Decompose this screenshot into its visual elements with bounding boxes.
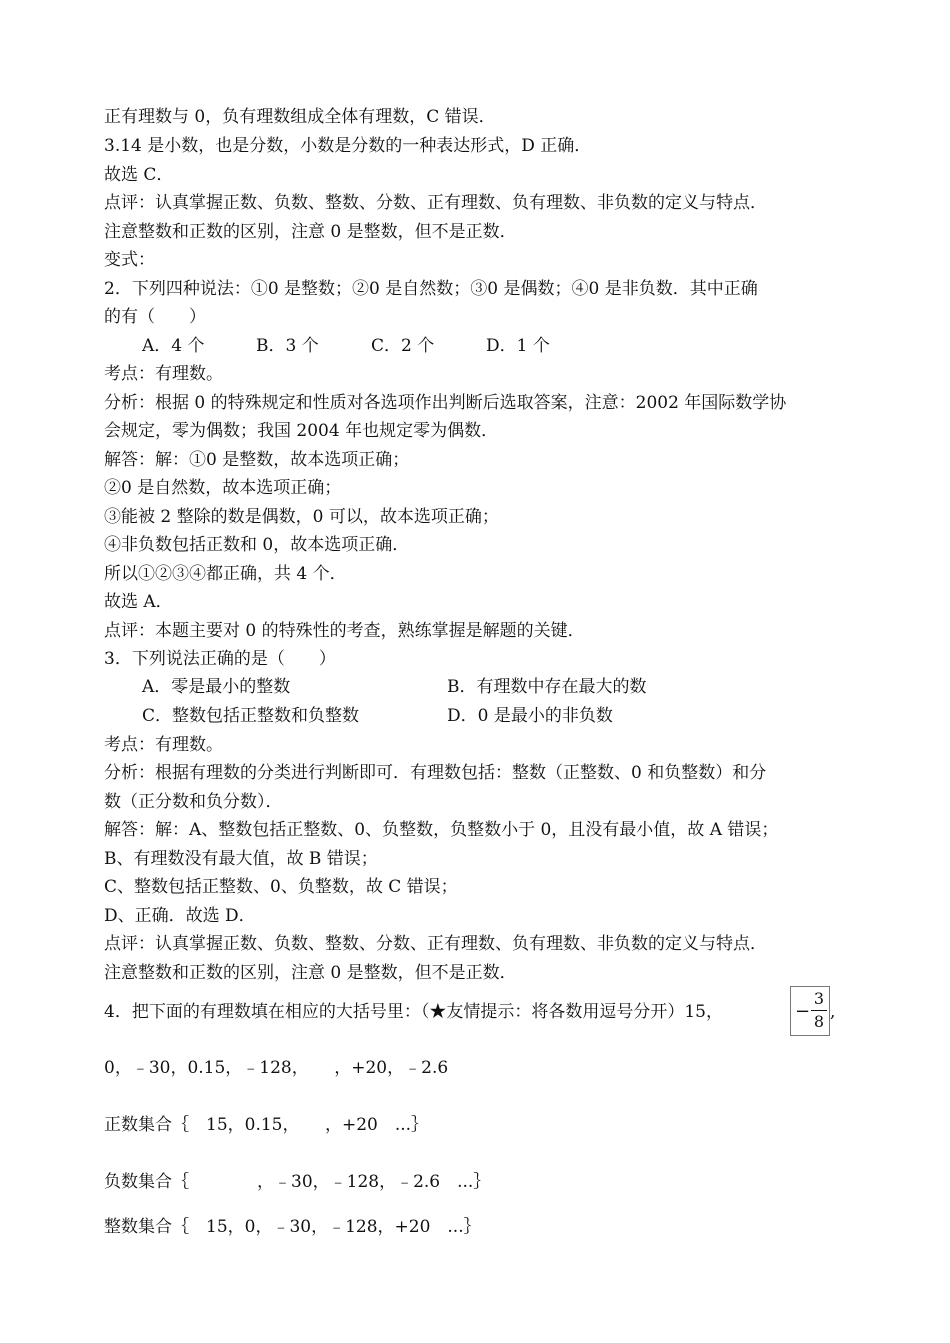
text-line: 注意整数和正数的区别，注意 0 是整数，但不是正数． xyxy=(104,963,517,983)
number-list: 0，﹣30，0.15，﹣128， ，+20，﹣2.6 xyxy=(104,1058,449,1078)
text-line: 分析：根据 0 的特殊规定和性质对各选项作出判断后选取答案，注意：2002 年国际数学协 xyxy=(104,393,787,413)
text-line: 故选 A． xyxy=(104,592,173,612)
q3-option-b: B．有理数中存在最大的数 xyxy=(447,677,647,697)
section-label: 变式： xyxy=(104,250,155,270)
text-line: ④非负数包括正数和 0，故本选项正确． xyxy=(104,535,410,555)
text-line: 注意整数和正数的区别，注意 0 是整数，但不是正数． xyxy=(104,222,517,242)
q2-option-c: C．2 个 xyxy=(371,336,435,356)
text-line: 考点：有理数。 xyxy=(104,735,223,755)
question-4-stem: 4．把下面的有理数填在相应的大括号里：（★友情提示：将各数用逗号分开）15， xyxy=(104,1002,723,1022)
negative-set: 负数集合｛ ，﹣30，﹣128，﹣2.6 ...｝ xyxy=(104,1172,491,1192)
q2-option-b: B．3 个 xyxy=(256,336,319,356)
positive-set: 正数集合｛ 15，0.15， ，+20 ...｝ xyxy=(104,1115,429,1135)
integer-set: 整数集合｛ 15，0，﹣30，﹣128，+20 ...｝ xyxy=(104,1217,481,1237)
question-2-stem-cont: 的有（ ） xyxy=(104,307,206,327)
fraction-bar xyxy=(811,1010,827,1011)
q3-option-c: C．整数包括正整数和负整数 xyxy=(142,706,360,726)
text-line: 考点：有理数。 xyxy=(104,364,223,384)
text-line: 点评：本题主要对 0 的特殊性的考查，熟练掌握是解题的关键． xyxy=(104,621,585,641)
q3-option-d: D．0 是最小的非负数 xyxy=(447,706,613,726)
text-line: 解答：解：A、整数包括正整数、0、负整数，负整数小于 0，且没有最小值，故 A 错误； xyxy=(104,820,779,840)
fraction-denominator: 8 xyxy=(813,1012,825,1031)
fraction-comma: , xyxy=(830,1002,836,1022)
text-line: 数（正分数和负分数）． xyxy=(104,792,283,812)
q2-option-a: A．4 个 xyxy=(142,336,205,356)
question-2-stem: 2．下列四种说法：①0 是整数；②0 是自然数；③0 是偶数；④0 是非负数．其中正确 xyxy=(104,279,758,299)
text-line: 分析：根据有理数的分类进行判断即可．有理数包括：整数（正整数、0 和负整数）和分 xyxy=(104,763,767,783)
fraction-numerator: 3 xyxy=(813,989,825,1008)
fraction-image xyxy=(790,986,830,1036)
fraction-sign: − xyxy=(795,1001,811,1022)
question-3-stem: 3．下列说法正确的是（ ） xyxy=(104,649,336,669)
text-line: 点评：认真掌握正数、负数、整数、分数、正有理数、负有理数、非负数的定义与特点． xyxy=(104,934,767,954)
text-line: D、正确．故选 D． xyxy=(104,906,256,926)
text-line: 3.14 是小数，也是分数，小数是分数的一种表达形式，D 正确． xyxy=(104,136,592,156)
text-line: 正有理数与 0，负有理数组成全体有理数，C 错误． xyxy=(104,107,496,127)
text-line: ③能被 2 整除的数是偶数，0 可以，故本选项正确； xyxy=(104,507,499,527)
text-line: 解答：解：①0 是整数，故本选项正确； xyxy=(104,450,410,470)
text-line: 点评：认真掌握正数、负数、整数、分数、正有理数、负有理数、非负数的定义与特点． xyxy=(104,193,767,213)
fraction xyxy=(811,990,827,1031)
q3-option-a: A．零是最小的整数 xyxy=(142,677,291,697)
text-line: 故选 C． xyxy=(104,165,174,185)
text-line: ②0 是自然数，故本选项正确； xyxy=(104,478,342,498)
text-line: B、有理数没有最大值，故 B 错误； xyxy=(104,849,378,869)
text-line: C、整数包括正整数、0、负整数，故 C 错误； xyxy=(104,877,458,897)
q2-option-d: D．1 个 xyxy=(486,336,550,356)
text-line: 会规定，零为偶数；我国 2004 年也规定零为偶数． xyxy=(104,421,499,441)
text-line: 所以①②③④都正确，共 4 个． xyxy=(104,564,347,584)
